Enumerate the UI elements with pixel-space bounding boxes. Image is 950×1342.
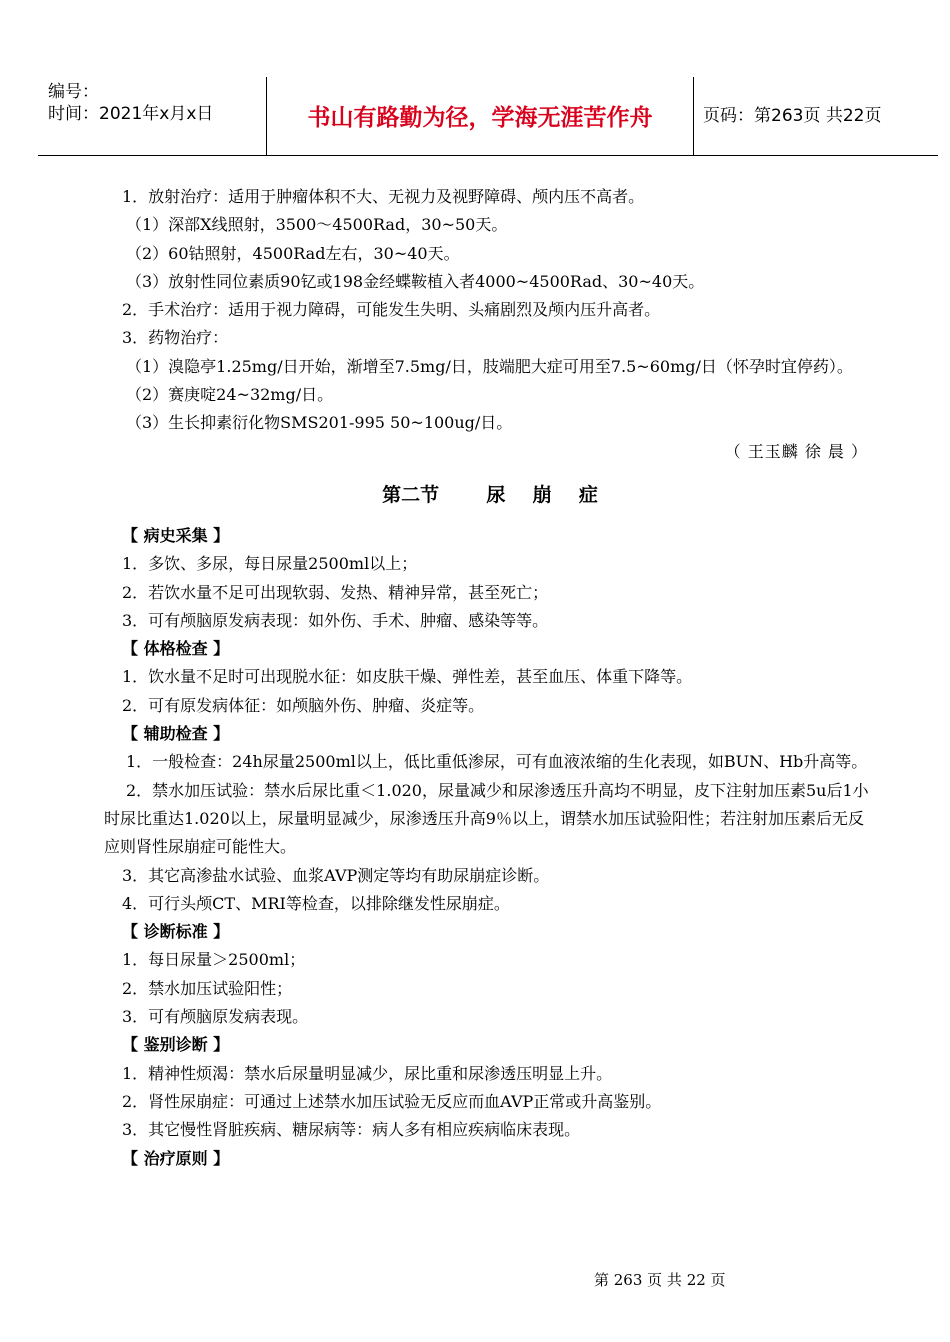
section-title-number: 第二节 [382, 483, 440, 506]
document-time-label: 时间：2021年x月x日 [48, 104, 214, 124]
page-header [38, 77, 938, 156]
treatment-heading: 【 治疗原则 】 [122, 1148, 230, 1168]
list-item: 1．精神性烦渴：禁水后尿量明显减少，尿比重和尿渗透压明显上升。 [122, 1063, 613, 1083]
section-title [104, 480, 876, 510]
diagnosis-heading: 【 诊断标准 】 [122, 922, 230, 942]
list-item: 3．可有颅脑原发病表现。 [122, 1007, 309, 1027]
list-item: 1．饮水量不足时可出现脱水征：如皮肤干燥、弹性差，甚至血压、体重下降等。 [122, 667, 693, 687]
aux-item-1: 1．一般检查：24h尿量2500ml以上，低比重低渗尿，可有血液浓缩的生化表现，如BUN、Hb升高等。 [126, 752, 868, 772]
author-credit: （ 王玉麟 徐 晨 ） [724, 441, 868, 461]
paragraph-line: （1）深部X线照射，3500～4500Rad，30~50天。 [126, 215, 508, 235]
list-item: 1．每日尿量＞2500ml； [122, 950, 306, 970]
body-content [104, 183, 876, 1173]
paragraph-drug-1: （1）溴隐亭1.25mg/日开始，渐增至7.5mg/日，肢端肥大症可用至7.5~60mg/日（怀孕时宜停药）。 [126, 356, 853, 376]
list-item: 2．若饮水量不足可出现软弱、发热、精神异常，甚至死亡； [122, 582, 549, 602]
section-title-char: 症 [578, 483, 598, 506]
list-item: 2．可有原发病体征：如颅脑外伤、肿瘤、炎症等。 [122, 695, 485, 715]
aux-item-2: 2．禁水加压试验：禁水后尿比重＜1.020，尿量减少和尿渗透压升高均不明显，皮下注射加压素5u后1小时尿比重达1.020以上，尿量明显减少，尿渗透压升高9％以上，谓禁水加压试验阳性；若注射加压素后无反应则肾性尿崩症可能性大。 [104, 780, 869, 857]
header-motto: 书山有路勤为径，学海无涯苦作舟 [307, 105, 653, 131]
exam-heading: 【 体格检查 】 [122, 639, 230, 659]
paragraph-drug-2: （2）赛庚啶24~32mg/日。 [126, 385, 334, 405]
paragraph-line: （3）放射性同位素质90钇或198金经蝶鞍植入者4000~4500Rad、30~40天。 [126, 271, 705, 291]
paragraph-line: 2．手术治疗：适用于视力障碍，可能发生失明、头痛剧烈及颅内压升高者。 [122, 300, 661, 320]
list-item: 3．其它慢性肾脏疾病、糖尿病等：病人多有相应疾病临床表现。 [122, 1120, 581, 1140]
header-page-number: 页码：第263页 共22页 [703, 106, 882, 126]
header-motto-cell [266, 77, 694, 155]
list-item: 1．多饮、多尿，每日尿量2500ml以上； [122, 554, 418, 574]
footer-page-number: 第 263 页 共 22 页 [594, 1271, 726, 1289]
list-item: 2．肾性尿崩症：可通过上述禁水加压试验无反应而血AVP正常或升高鉴别。 [122, 1091, 662, 1111]
document-number-label: 编号： [48, 82, 99, 102]
header-page-cell [693, 77, 938, 155]
aux-item-4: 4．可行头颅CT、MRI等检查，以排除继发性尿崩症。 [122, 893, 510, 913]
section-title-char: 尿 [486, 483, 506, 506]
list-item: 2．禁水加压试验阳性； [122, 978, 293, 998]
section-title-char: 崩 [532, 483, 552, 506]
paragraph-line: （2）60钴照射，4500Rad左右，30~40天。 [126, 243, 460, 263]
header-meta-cell [38, 77, 266, 155]
list-item: 3．可有颅脑原发病表现：如外伤、手术、肿瘤、感染等等。 [122, 610, 549, 630]
paragraph-line: 1．放射治疗：适用于肿瘤体积不大、无视力及视野障碍、颅内压不高者。 [122, 187, 645, 206]
paragraph-drug-3: （3）生长抑素衍化物SMS201-995 50~100ug/日。 [126, 413, 513, 433]
history-heading: 【 病史采集 】 [122, 525, 230, 545]
differential-heading: 【 鉴别诊断 】 [122, 1035, 230, 1055]
aux-item-3: 3．其它高渗盐水试验、血浆AVP测定等均有助尿崩症诊断。 [122, 865, 550, 885]
aux-heading: 【 辅助检查 】 [122, 724, 230, 744]
paragraph-line: 3．药物治疗： [122, 328, 229, 348]
